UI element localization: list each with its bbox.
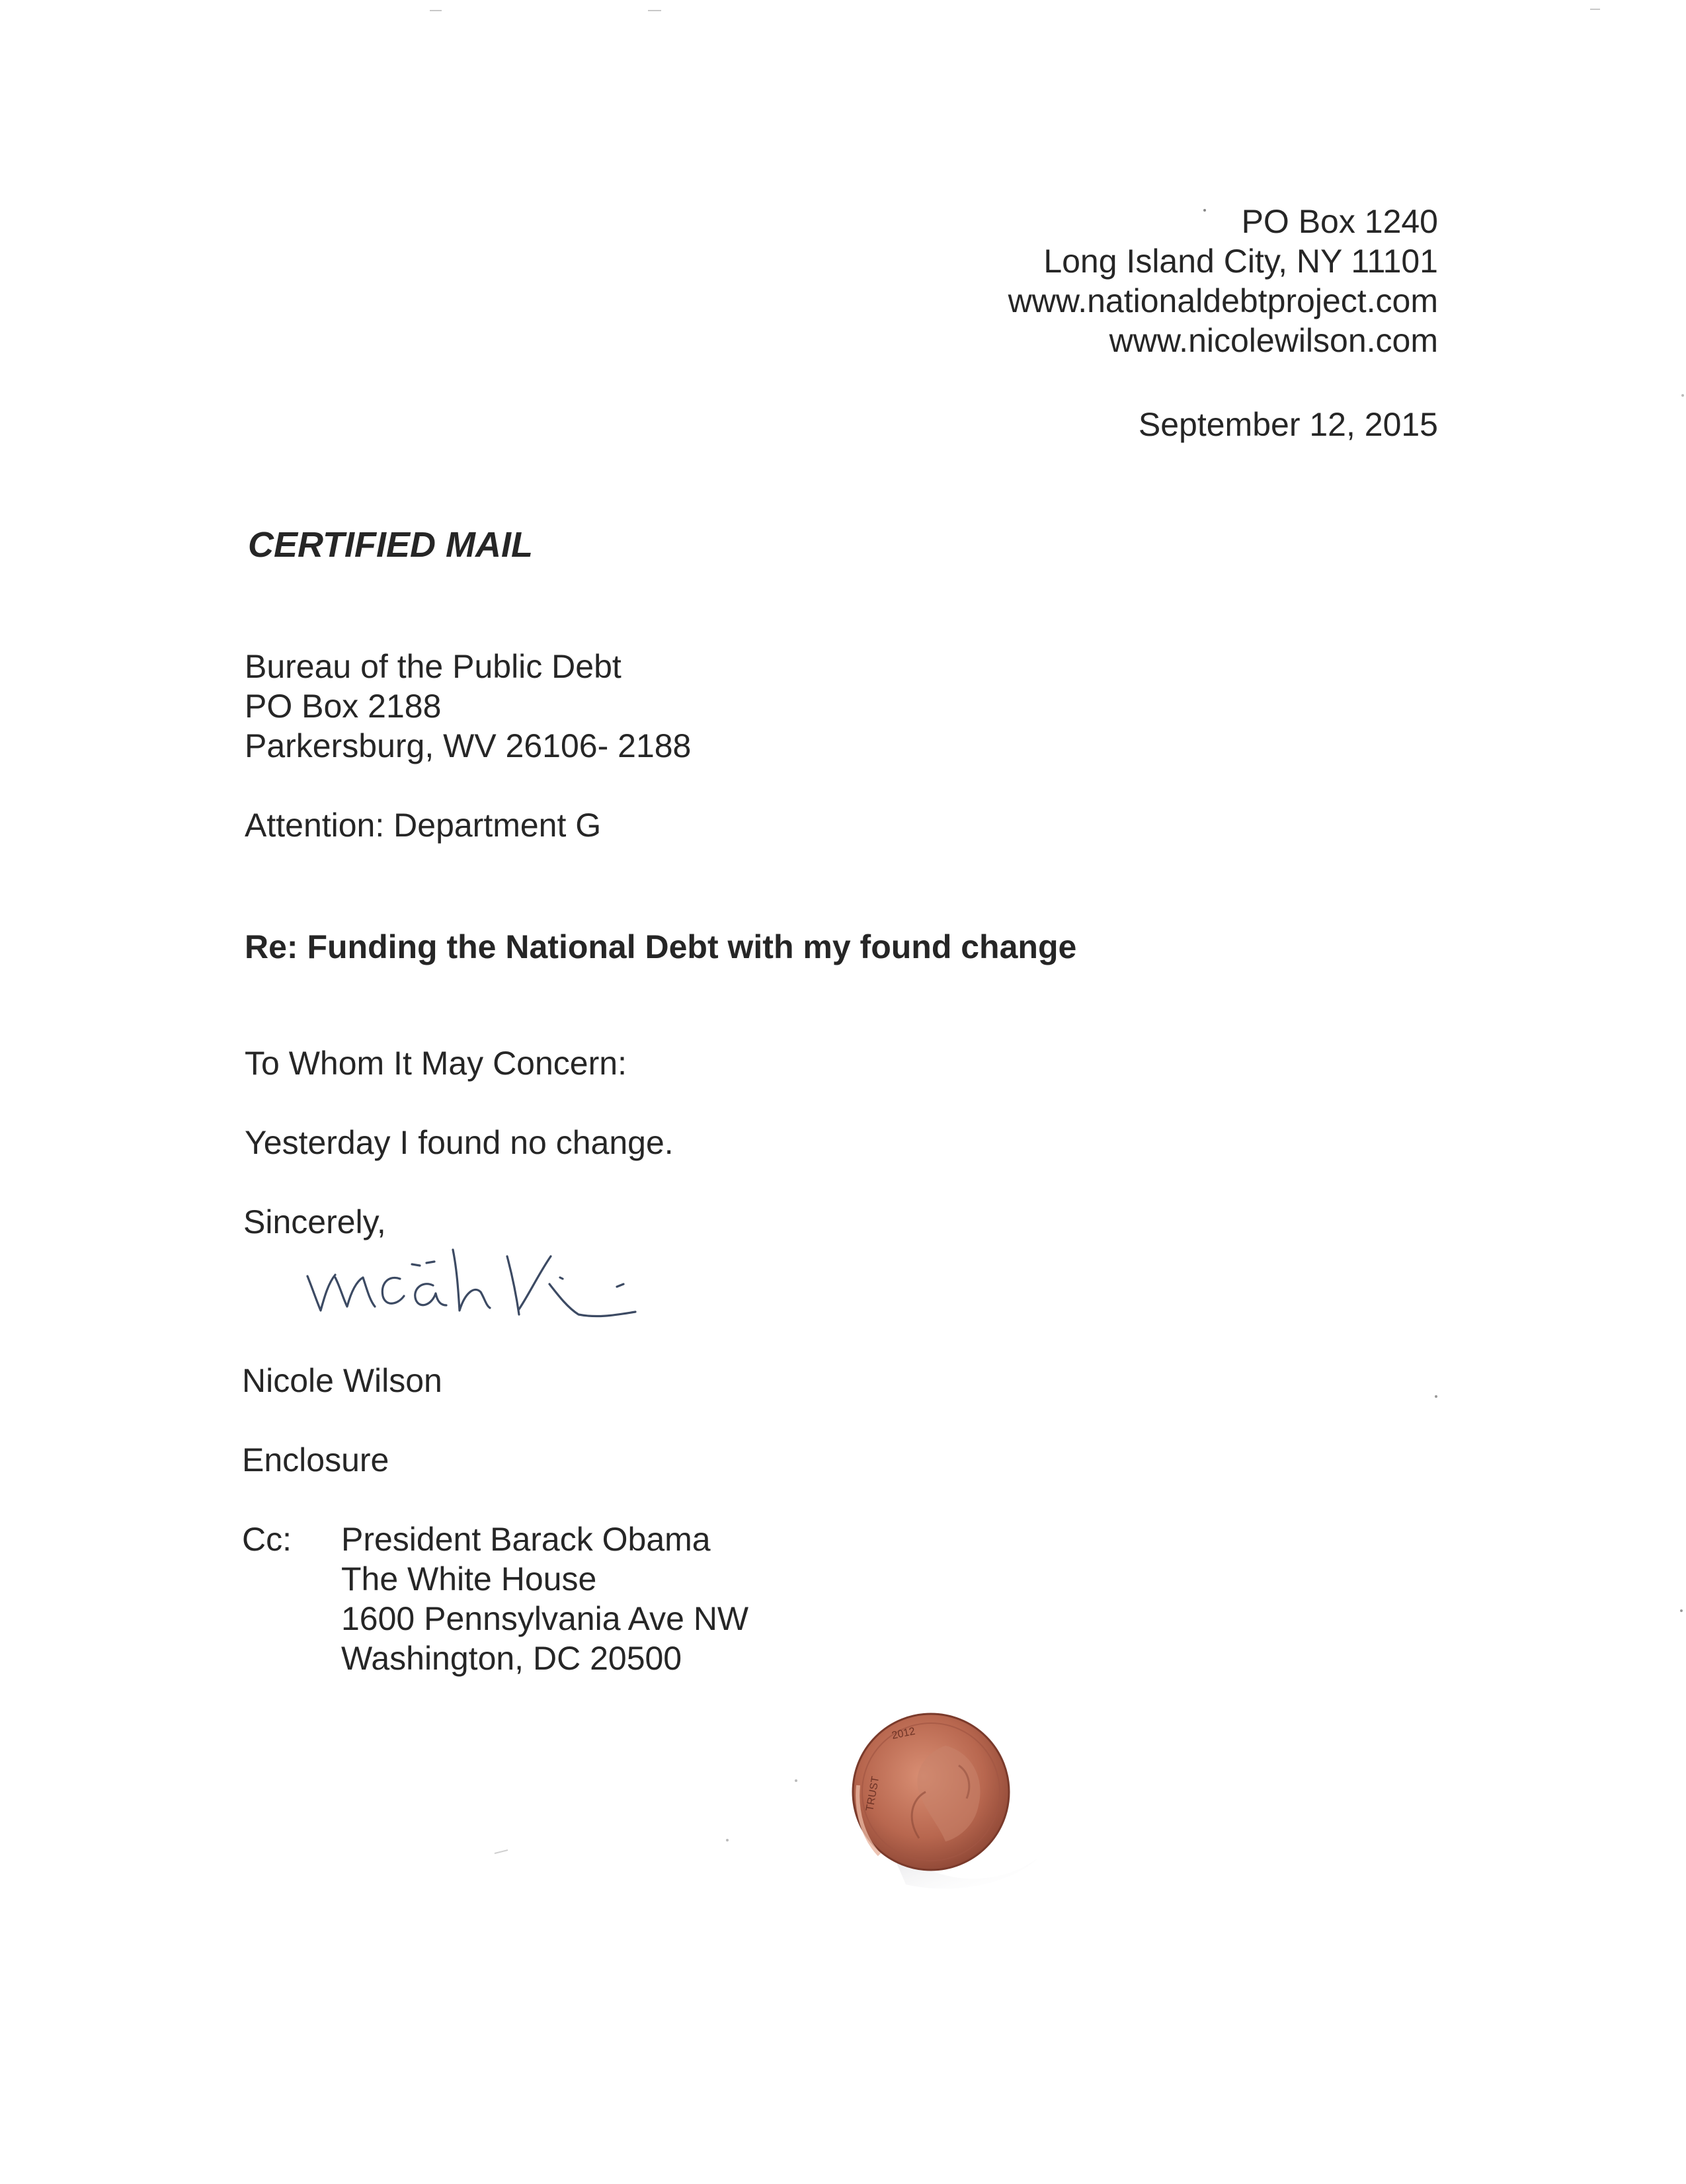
- recipient-address: [245, 647, 691, 766]
- recipient-line: Bureau of the Public Debt: [245, 648, 622, 685]
- cc-line: President Barack Obama: [341, 1521, 711, 1558]
- body-paragraph: Yesterday I found no change.: [245, 1124, 674, 1161]
- attention-line: Attention: Department G: [245, 807, 602, 844]
- penny-coin-image: [846, 1706, 1058, 1904]
- recipient-line: Parkersburg, WV 26106- 2188: [245, 727, 692, 764]
- cc-line: 1600 Pennsylvania Ave NW: [341, 1600, 749, 1637]
- closing: Sincerely,: [243, 1203, 386, 1240]
- recipient-line: PO Box 2188: [245, 688, 442, 725]
- signer-name: Nicole Wilson: [242, 1362, 442, 1399]
- coin-year-inscription: 2012: [891, 1725, 916, 1742]
- handwritten-signature: [301, 1236, 698, 1342]
- cc-line: The White House: [341, 1560, 597, 1598]
- sender-line: PO Box 1240: [1241, 203, 1438, 240]
- cc-line: Washington, DC 20500: [341, 1640, 682, 1677]
- enclosure-note: Enclosure: [242, 1441, 389, 1478]
- letter-date: September 12, 2015: [1138, 406, 1438, 443]
- mail-type-heading: CERTIFIED MAIL: [248, 525, 533, 565]
- sender-line: www.nicolewilson.com: [1109, 322, 1438, 359]
- sender-address: [1008, 202, 1438, 360]
- sender-line: Long Island City, NY 11101: [1043, 243, 1438, 280]
- coin-side-inscription: TRUST: [864, 1775, 882, 1812]
- salutation: To Whom It May Concern:: [245, 1045, 627, 1082]
- cc-address: [341, 1519, 748, 1678]
- sender-line: www.nationaldebtproject.com: [1008, 282, 1438, 319]
- subject-line: Re: Funding the National Debt with my found change: [245, 928, 1077, 965]
- cc-label: Cc:: [242, 1521, 292, 1558]
